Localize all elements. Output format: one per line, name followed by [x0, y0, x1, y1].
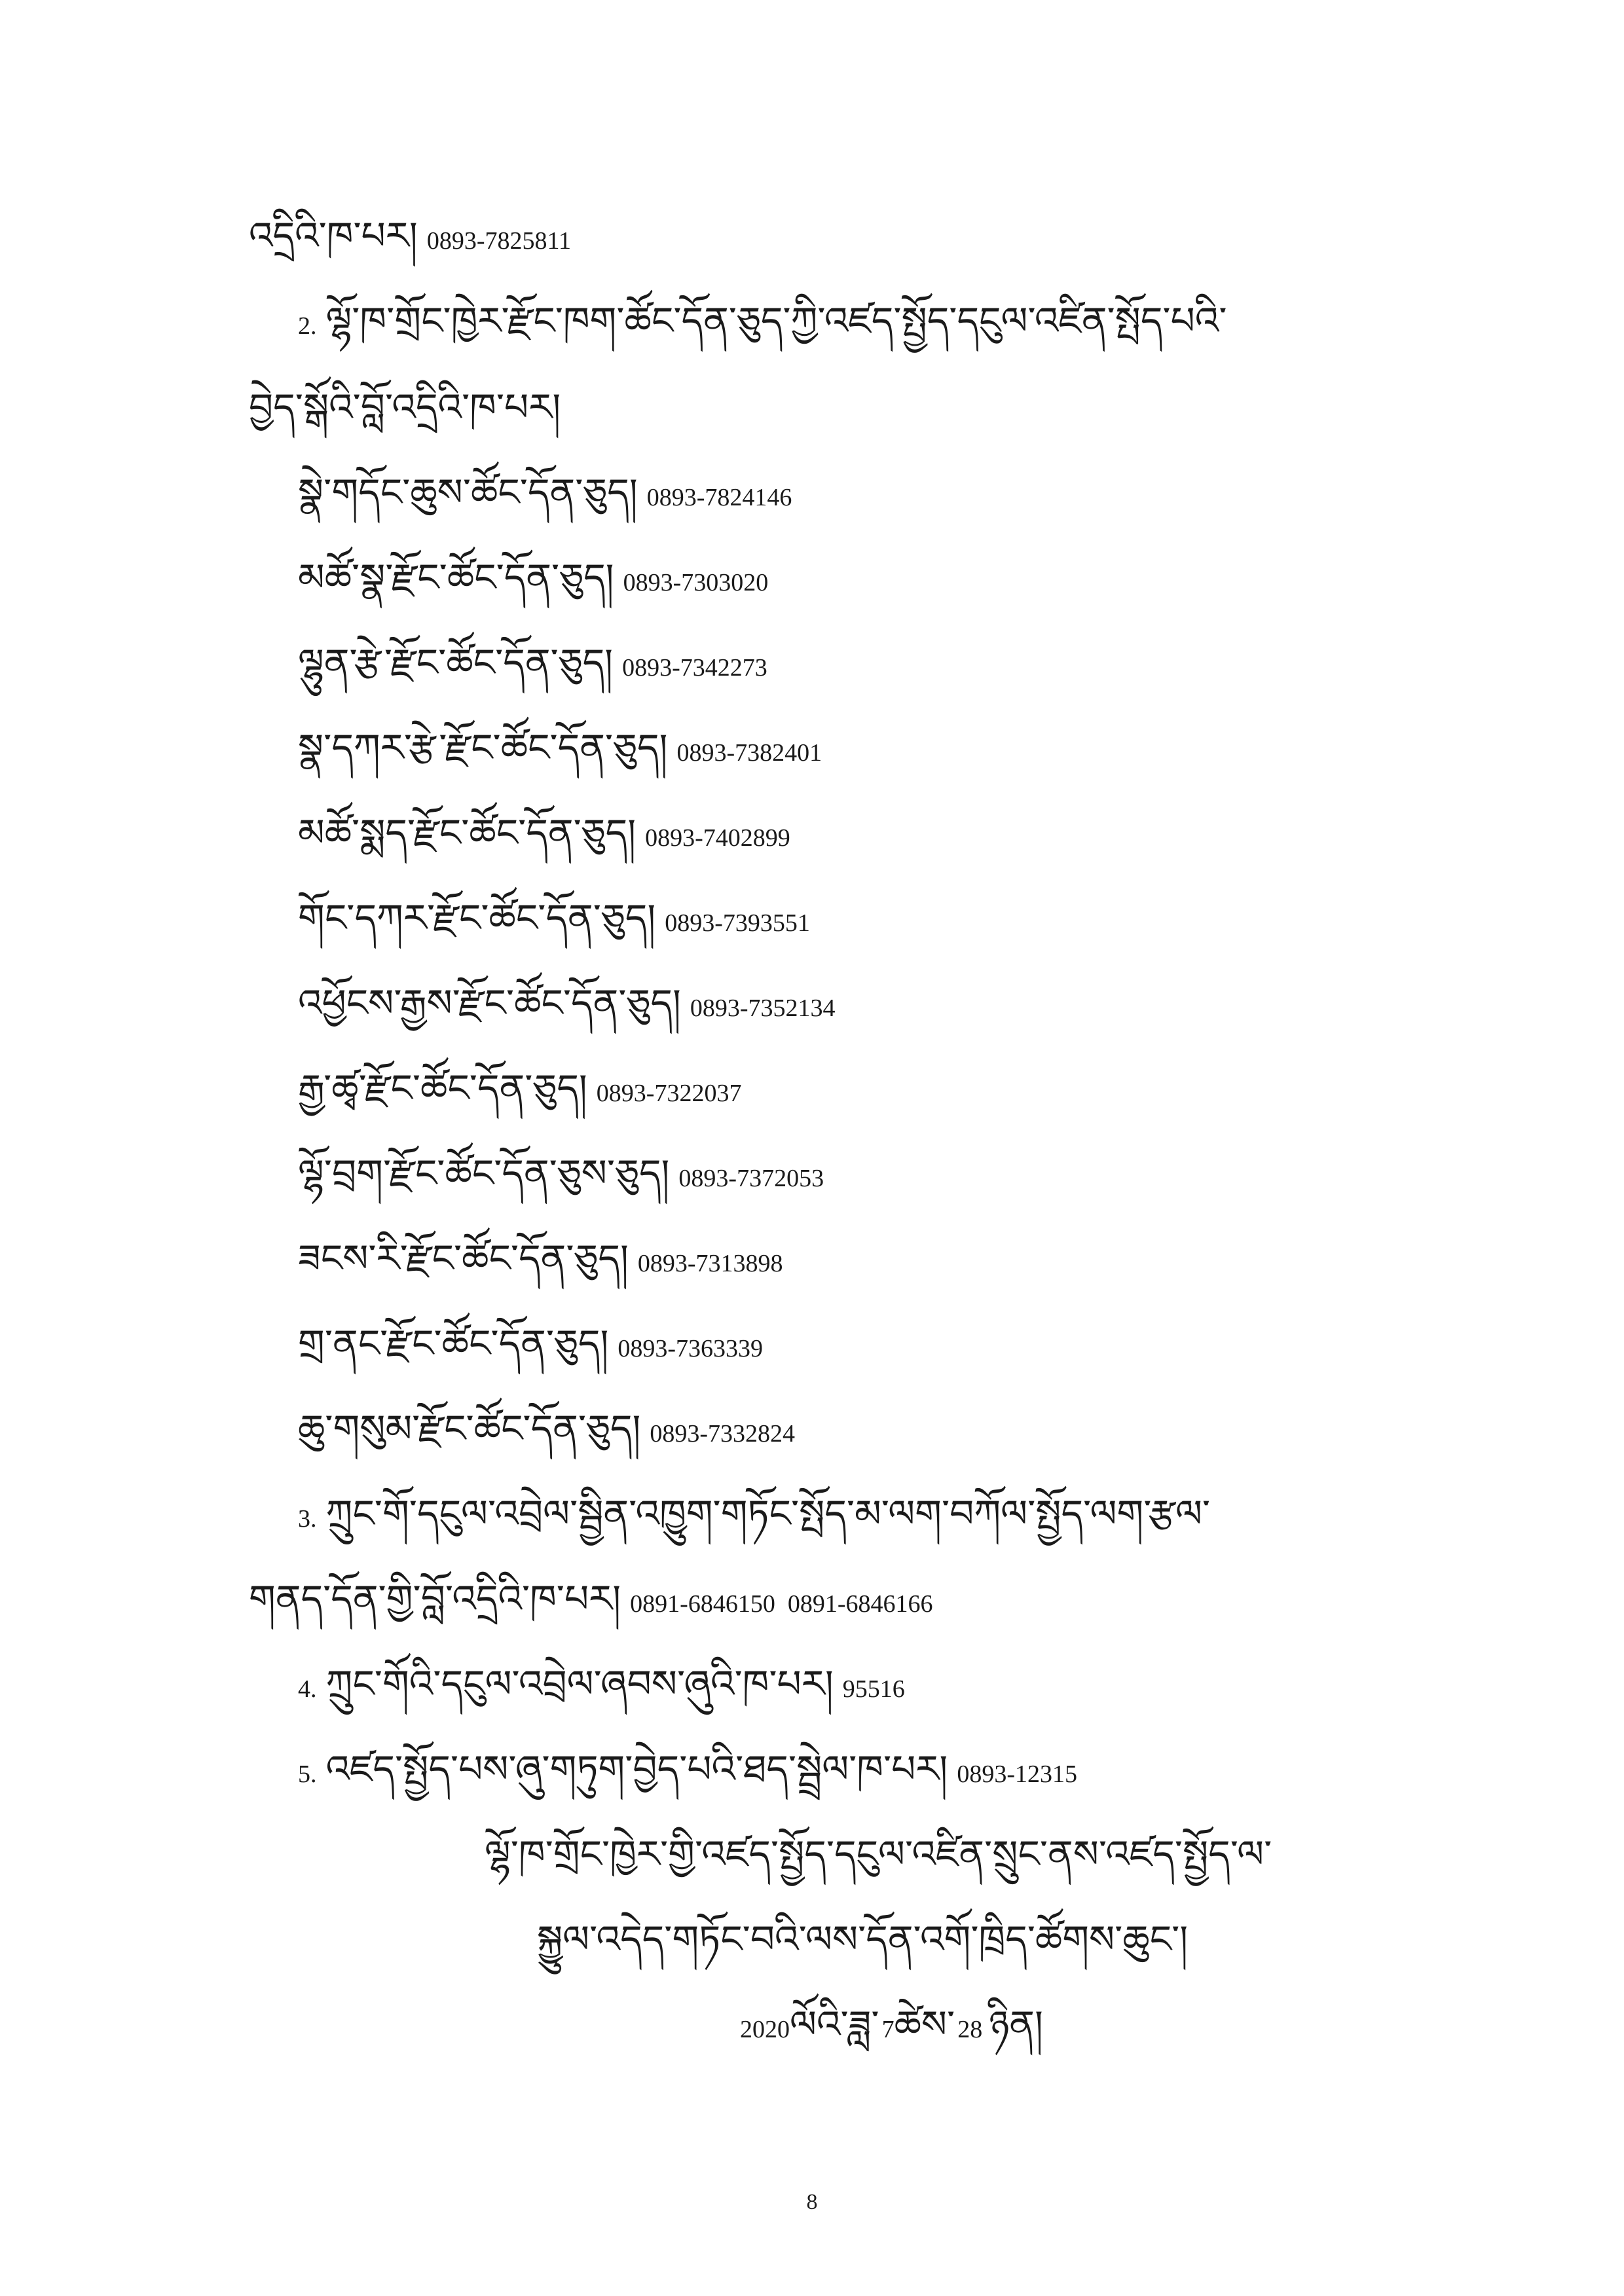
office-phone: 0893-7342273: [622, 654, 767, 682]
office-name: ཆུ་གསུམ་རྫོང་ཚོང་དོན་ཅུད།: [298, 1406, 641, 1451]
office-phone: 0893-7313898: [637, 1250, 783, 1277]
page-number: 8: [806, 2190, 818, 2214]
office-phone: 0893-7824146: [646, 484, 792, 511]
office-phone: 0893-7352134: [690, 994, 836, 1022]
office-name: གོང་དཀར་རྫོང་ཚོང་དོན་ཅུད།: [298, 896, 656, 940]
intro-phone: 0893-7825811: [426, 227, 572, 255]
office-name: རྒྱ་ཚྭ་རྫོང་ཚོང་དོན་ཅུད།: [298, 1066, 587, 1110]
section2-heading-text1: ལྷོ་ཁ་གྲོང་ཁྱེར་རྫོང་ཁག་ཚོང་དོན་ཅུད་ཀྱི་འཛད་སྤྱོད་དངུལ་འཛིན་སྤོད་པའི་: [325, 299, 1227, 343]
office-item: [298, 1062, 741, 1120]
office-phone: 0893-7372053: [678, 1165, 824, 1192]
office-item: [298, 1232, 783, 1290]
date-year-suffix: ལོའི་ཟླ་: [790, 2002, 879, 2047]
section3-phones: 0891-6846150 0891-6846166: [630, 1590, 933, 1618]
section3-text1: ཀྲུང་གོ་དངུལ་འབྲེལ་སྦྱིན་འཁྱུག་གཏོང་སྤོད་མ་ལག་བཀོལ་སྤྱོད་ལག་རྩལ་: [325, 1491, 1211, 1536]
office-phone: 0893-7363339: [618, 1335, 764, 1362]
section2-number: 2.: [298, 312, 317, 340]
intro-label: འདྲིའི་ཁ་པར།: [249, 213, 418, 258]
date-suffix: ཉིན།: [989, 2002, 1043, 2047]
section5-text: འཛད་སྤྱོད་པས་ཞུ་གཏུག་བྱེད་པའི་ཐད་སྦྲེལ་ཁ་པར།: [325, 1747, 948, 1791]
signature-line2: [537, 1913, 1188, 1965]
section5-line: [298, 1743, 1077, 1800]
section4-number: 4.: [298, 1675, 317, 1703]
signature-date: [740, 1998, 1043, 2056]
intro-line: [249, 210, 571, 267]
office-name: འཕྱོངས་རྒྱས་རྫོང་ཚོང་དོན་ཅུད།: [298, 981, 681, 1025]
office-item: [298, 721, 822, 779]
date-year: 2020: [740, 2016, 790, 2043]
section3-number: 3.: [298, 1505, 317, 1533]
date-day: 28: [957, 2016, 983, 2043]
section4-line: [298, 1658, 905, 1715]
section3-text2: གནད་དོན་གྱི་བློ་འདྲིའི་ཁ་པར།: [249, 1576, 621, 1621]
section2-heading-line1: [298, 295, 1227, 352]
signature-org2: སྐྱུལ་འདེད་གཏོང་བའི་ལས་དོན་འགོ་ཁྲིད་ཚོགས་ཆུང་།: [537, 1917, 1189, 1961]
office-item: [298, 892, 810, 949]
office-name: མཚོ་སྨད་རྫོང་ཚོང་དོན་ཅུད།: [298, 811, 637, 855]
office-phone: 0893-7322037: [596, 1080, 742, 1107]
office-item: [298, 466, 792, 524]
office-item: [298, 1402, 795, 1460]
office-item: [298, 977, 835, 1034]
section4-phone: 95516: [842, 1675, 905, 1703]
section5-number: 5.: [298, 1760, 317, 1788]
office-item: [298, 807, 790, 864]
office-phone: 0893-7303020: [623, 569, 769, 596]
office-phone: 0893-7332824: [650, 1420, 796, 1448]
signature-line1: [485, 1828, 1272, 1880]
office-name: ལྷུན་རྩེ་རྫོང་ཚོང་དོན་ཅུད།: [298, 640, 614, 685]
office-name: སྣ་དཀར་རྩེ་རྫོང་ཚོང་དོན་ཅུད།: [298, 725, 668, 770]
office-phone: 0893-7393551: [665, 909, 810, 937]
office-item: [298, 1147, 824, 1205]
section2-heading-line2: [249, 381, 561, 433]
signature-org1: ལྷོ་ཁ་གྲོང་ཁྱེར་གྱི་འཛད་སྤྱོད་དངུལ་འཛིན་སྲུང་ནས་འཛད་སྤྱོད་ལ་: [485, 1832, 1272, 1876]
section3-line2: [249, 1573, 932, 1630]
date-month: 7: [881, 2016, 895, 2043]
section4-text: ཀྲུང་གོའི་དངུལ་འབྲེལ་ཞབས་ཞུའི་ཁ་པར།: [325, 1662, 834, 1706]
office-name: ཟངས་རི་རྫོང་ཚོང་དོན་ཅུད།: [298, 1236, 629, 1281]
office-name: མཚོ་སྣ་རྫོང་ཚོང་དོན་ཅུད།: [298, 555, 614, 600]
office-item: [298, 636, 767, 694]
office-item: [298, 551, 768, 609]
office-phone: 0893-7402899: [645, 824, 790, 852]
date-day-prefix: ཚེས་: [894, 2002, 955, 2047]
office-item: [298, 1317, 763, 1375]
office-name: སྣེ་གདོང་ཆུས་ཚོང་དོན་ཅུད།: [298, 470, 638, 515]
section2-heading-text2: བྱེད་སྒོའི་བློ་འདྲིའི་ཁ་པར།: [249, 385, 561, 429]
section5-phone: 0893-12315: [957, 1760, 1077, 1788]
office-phone: 0893-7382401: [676, 739, 822, 767]
office-name: ལྷོ་བྲག་རྫོང་ཚོང་དོན་ཅུས་ཅུད།: [298, 1151, 670, 1195]
office-name: གྲ་ནང་རྫོང་ཚོང་དོན་ཅུད།: [298, 1321, 609, 1366]
section3-line1: [298, 1487, 1210, 1545]
